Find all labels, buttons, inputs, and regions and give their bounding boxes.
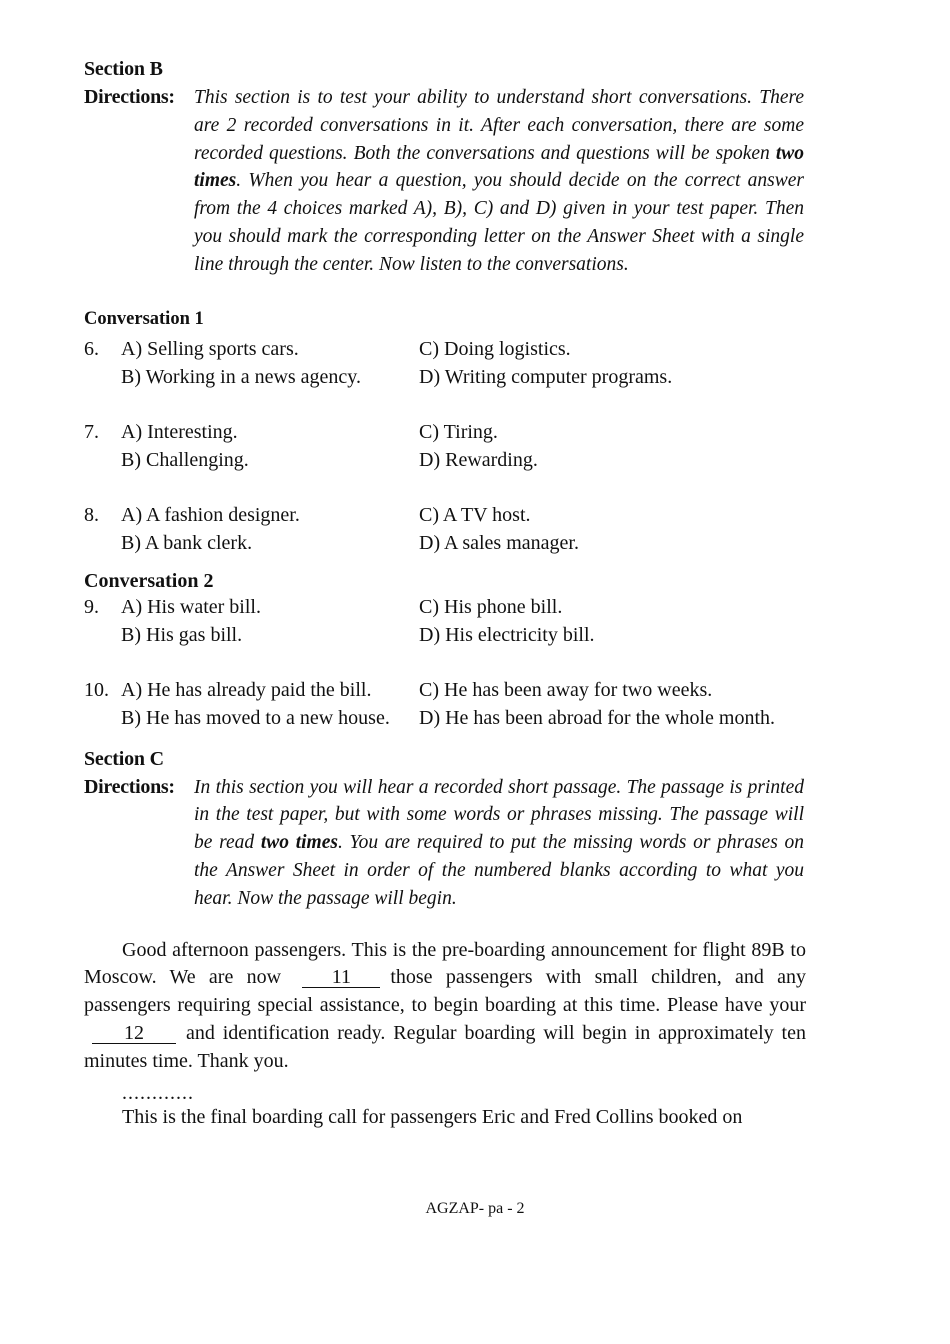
option-c: C) He has been away for two weeks. bbox=[419, 678, 713, 701]
section-b-title: Section B bbox=[84, 58, 163, 80]
directions-emphasis: two times bbox=[260, 832, 338, 854]
option-b: B) A bank clerk. bbox=[121, 531, 253, 554]
directions-text-part1: In this section you will hear a recorded short passage. The passage is printed in the test paper, but with some words or phrases missing. The passage will be read bbox=[194, 776, 804, 854]
option-d: D) A sales manager. bbox=[419, 531, 579, 554]
conversation-1-title: Conversation 1 bbox=[84, 308, 204, 329]
question-9 bbox=[84, 593, 806, 649]
option-a: A) Selling sports cars. bbox=[121, 337, 299, 360]
passage-text: Good afternoon passengers. This is the pre-boarding announcement for flight 89B to Moscow. We are now bbox=[84, 938, 806, 989]
option-b: B) Challenging. bbox=[121, 448, 249, 471]
option-a: A) He has already paid the bill. bbox=[121, 678, 372, 701]
question-6 bbox=[84, 335, 806, 391]
option-d: D) Rewarding. bbox=[419, 448, 538, 471]
blank-12[interactable]: 12 bbox=[92, 1023, 176, 1044]
blank-11[interactable]: 11 bbox=[302, 967, 380, 988]
directions-text bbox=[194, 774, 804, 913]
passage-text: and identification ready. Regular boarding will begin in approximately ten minutes time. Thank you. bbox=[84, 1021, 806, 1072]
option-a: A) A fashion designer. bbox=[121, 503, 300, 526]
option-b: B) He has moved to a new house. bbox=[121, 706, 390, 729]
directions-label: Directions: bbox=[84, 775, 175, 798]
option-c: C) His phone bill. bbox=[419, 595, 563, 618]
option-d: D) Writing computer programs. bbox=[419, 365, 673, 388]
question-number: 6. bbox=[84, 337, 99, 360]
option-a: A) His water bill. bbox=[121, 595, 261, 618]
option-a: A) Interesting. bbox=[121, 420, 238, 443]
question-8 bbox=[84, 501, 806, 557]
directions-text-part1: This section is to test your ability to understand short conversations. There are 2 recorded conversations in it. After each conversation, there are some recorded questions. Both the conversations and questions will be spoken bbox=[194, 87, 804, 164]
question-number: 8. bbox=[84, 503, 99, 526]
section-c-directions bbox=[84, 774, 806, 913]
option-b: B) Working in a news agency. bbox=[121, 365, 361, 388]
directions-text-part2: . When you hear a question, you should decide on the correct answer from the 4 choices marked A), B), C) and D) given in your test paper. Then you should mark the corresponding letter on the Answer Sheet with a single line through the center. Now listen to the conversations. bbox=[194, 170, 804, 275]
passage-continued bbox=[84, 1104, 806, 1132]
option-d: D) He has been abroad for the whole month. bbox=[419, 706, 775, 729]
ellipsis: ............ bbox=[122, 1081, 194, 1104]
page-footer: AGZAP- pa - 2 bbox=[425, 1200, 525, 1217]
question-number: 7. bbox=[84, 420, 99, 443]
listening-passage bbox=[84, 937, 806, 1076]
exam-page bbox=[84, 56, 806, 1131]
directions-text bbox=[194, 84, 804, 279]
conversation-2-title: Conversation 2 bbox=[84, 569, 214, 592]
directions-emphasis: two times bbox=[194, 142, 804, 192]
passage-text: those passengers with small children, and any passengers requiring special assistance, to begin boarding at this time. Please have your bbox=[84, 966, 807, 1017]
option-c: C) Tiring. bbox=[419, 420, 498, 443]
option-c: C) A TV host. bbox=[419, 503, 531, 526]
option-b: B) His gas bill. bbox=[121, 623, 243, 646]
question-7 bbox=[84, 418, 806, 474]
passage-text: This is the final boarding call for passengers Eric and Fred Collins booked on bbox=[122, 1105, 743, 1128]
section-c-title: Section C bbox=[84, 747, 164, 770]
question-number: 9. bbox=[84, 595, 99, 618]
question-10 bbox=[84, 676, 806, 732]
directions-label: Directions: bbox=[84, 86, 175, 108]
option-c: C) Doing logistics. bbox=[419, 337, 571, 360]
option-d: D) His electricity bill. bbox=[419, 623, 595, 646]
question-number: 10. bbox=[84, 678, 109, 701]
section-b-directions bbox=[84, 84, 806, 279]
directions-text-part2: . You are required to put the missing words or phrases on the Answer Sheet in order of the numbered blanks according to what you hear. Now the passage will begin. bbox=[194, 832, 804, 909]
